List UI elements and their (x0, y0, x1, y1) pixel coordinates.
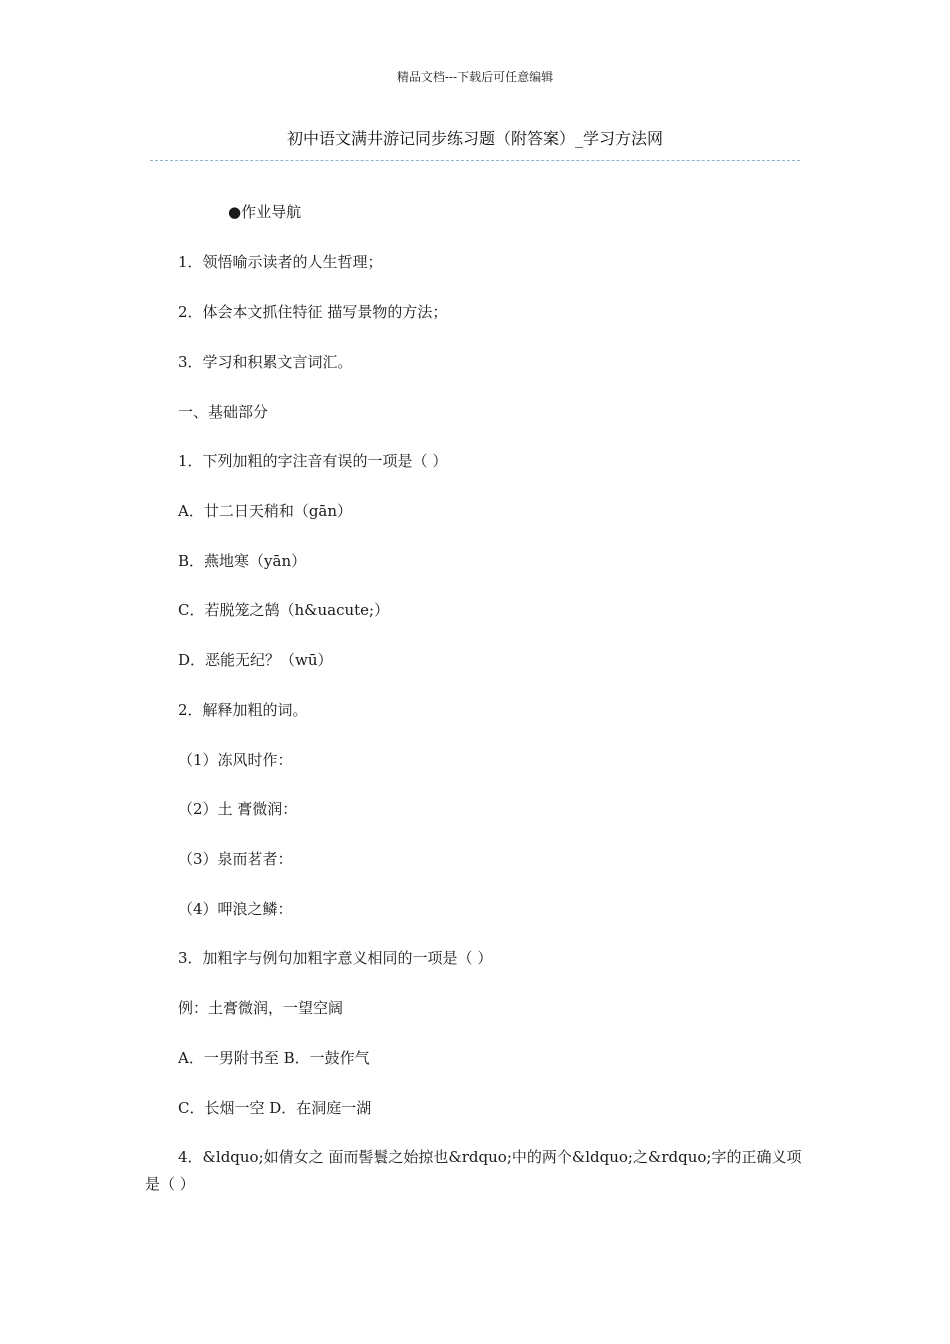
nav-heading: ●作业导航 (228, 203, 302, 221)
q3-example: 例：土膏微润，一望空阔 (178, 999, 344, 1017)
q2-item-4: （4）呷浪之鳞： (178, 900, 293, 918)
q2-item-2: （2）土 膏微润： (178, 800, 298, 818)
goal-1: 1．领悟喻示读者的人生哲理； (178, 253, 383, 271)
q4-stem: 4．&ldquo;如倩女之 面而髻鬟之始掠也&rdquo;中的两个&ldquo;之&rdquo;字的正确义项是（ ） (145, 1148, 802, 1193)
q3-options-ab: A．一男附书至 B．一鼓作气 (178, 1049, 370, 1067)
q3-options-cd: C．长烟一空 D．在洞庭一湖 (178, 1099, 372, 1117)
document-title: 初中语文满井游记同步练习题（附答案）_学习方法网 (286, 129, 663, 148)
q4-paragraph (145, 1144, 815, 1198)
q1-option-d: D．恶能无纪？（wū） (178, 651, 333, 669)
q2-item-3: （3）泉而茗者： (178, 850, 293, 868)
q1-stem: 1．下列加粗的字注音有误的一项是（ ） (178, 452, 448, 470)
goal-3: 3．学习和积累文言词汇。 (178, 353, 353, 371)
q2-item-1: （1）冻风时作： (178, 751, 293, 769)
q1-option-c: C．若脱笼之鹄（h&uacute;） (178, 601, 390, 619)
goal-2: 2．体会本文抓住特征 描写景物的方法； (178, 303, 448, 321)
q1-option-b: B．燕地寒（yān） (178, 552, 307, 570)
q1-option-a: A．廿二日天稍和（gān） (178, 502, 353, 520)
q2-stem: 2．解释加粗的词。 (178, 701, 308, 719)
title-divider (150, 160, 800, 161)
header-note: 精品文档---下载后可任意编辑 (396, 70, 554, 84)
q3-stem: 3．加粗字与例句加粗字意义相同的一项是（ ） (178, 949, 493, 967)
section-heading: 一、基础部分 (178, 403, 269, 421)
